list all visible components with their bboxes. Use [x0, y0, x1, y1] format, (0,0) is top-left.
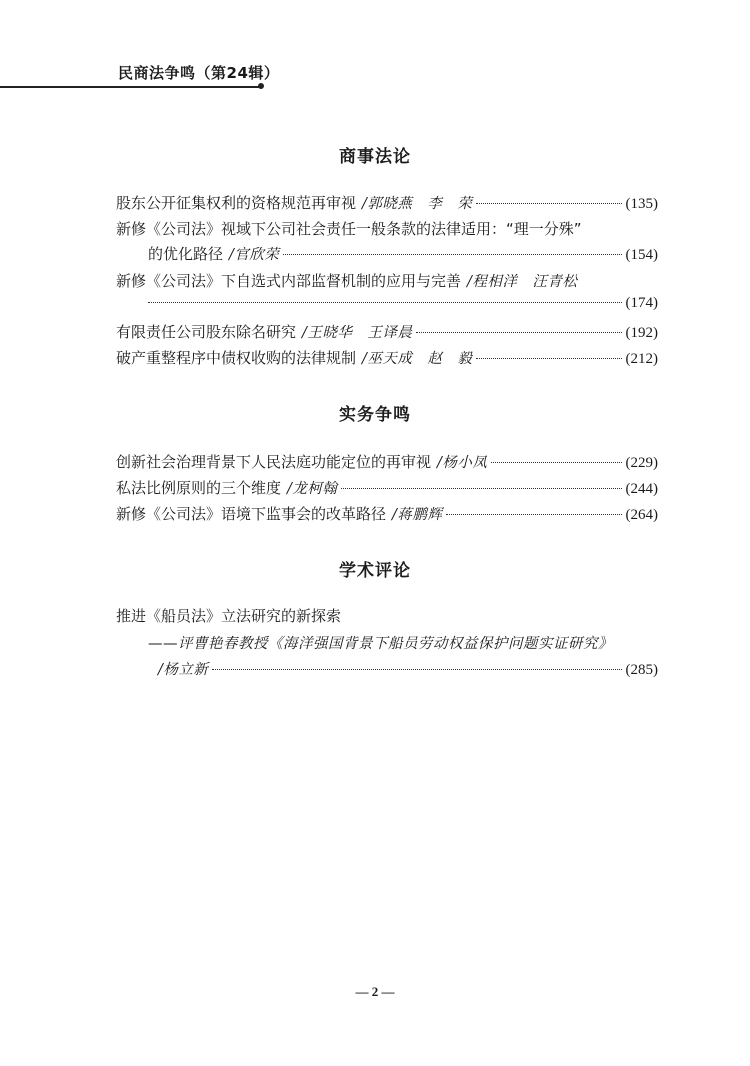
- dot-leader: [283, 254, 621, 255]
- entry-author: /杨小凤: [437, 455, 488, 471]
- entry-title-line2: 的优化路径: [148, 245, 224, 263]
- entry-page-number: (244): [625, 481, 658, 497]
- entry-title: 破产重整程序中债权收购的法律规制: [116, 349, 357, 367]
- entry-page-number: (135): [625, 196, 658, 212]
- toc-entry-line1[interactable]: [116, 605, 658, 629]
- toc-entry[interactable]: [116, 451, 658, 475]
- entry-author: /巫天成 赵 毅: [362, 351, 473, 367]
- toc-entry-line2[interactable]: [148, 295, 658, 319]
- entry-page-number: (212): [625, 351, 658, 367]
- dot-leader: [446, 514, 621, 515]
- entry-title: 有限责任公司股东除名研究: [116, 323, 297, 341]
- toc-entry[interactable]: [116, 347, 658, 371]
- dot-leader: [341, 488, 621, 489]
- entry-title: 新修《公司法》语境下监事会的改革路径: [116, 505, 387, 523]
- entry-author: /杨立新: [158, 662, 209, 678]
- dot-leader: [476, 358, 621, 359]
- entry-author: /蒋鹏辉: [392, 507, 443, 523]
- entry-title: 私法比例原则的三个维度: [116, 479, 282, 497]
- toc-entry-line1[interactable]: [116, 218, 658, 242]
- entry-author: /王晓华 王译晨: [302, 325, 413, 341]
- entry-title: 创新社会治理背景下人民法庭功能定位的再审视: [116, 453, 432, 471]
- entry-title: 推进《船员法》立法研究的新探索: [116, 607, 342, 625]
- entry-title: 股东公开征集权利的资格规范再审视: [116, 194, 357, 212]
- section-heading-practice: 实务争鸣: [339, 405, 411, 425]
- toc-entry-line1[interactable]: [116, 270, 658, 294]
- entry-page-number: (229): [625, 455, 658, 471]
- toc-entry[interactable]: [116, 503, 658, 527]
- dot-leader: [416, 332, 621, 333]
- toc-entry[interactable]: [116, 477, 658, 501]
- toc-entry-line2[interactable]: [148, 243, 658, 267]
- entry-page-number: (192): [625, 325, 658, 341]
- entry-subtitle: ——评曹艳春教授《海洋强国背景下船员劳动权益保护问题实证研究》: [148, 636, 613, 652]
- entry-author: /郭晓燕 李 荣: [362, 196, 473, 212]
- entry-page-number: (264): [625, 507, 658, 523]
- running-header-title: 民商法争鸣（第24辑）: [118, 64, 280, 82]
- dot-leader: [476, 203, 621, 204]
- entry-title: 新修《公司法》下自选式内部监督机制的应用与完善: [116, 272, 462, 290]
- entry-author: /龙柯翰: [287, 481, 338, 497]
- entry-title-line1: 新修《公司法》视域下公司社会责任一般条款的法律适用：“理一分殊”: [116, 220, 582, 238]
- header-rule: [0, 86, 262, 88]
- section-heading-academic-review: 学术评论: [339, 561, 411, 581]
- page-number-footer: — 2 —: [355, 984, 395, 999]
- header-rule-dot: [258, 83, 264, 89]
- entry-page-number: (174): [625, 295, 658, 311]
- entry-author: /程相洋 汪青松: [467, 274, 578, 290]
- entry-page-number: (285): [625, 662, 658, 678]
- toc-entry[interactable]: [116, 192, 658, 216]
- dot-leader: [212, 669, 621, 670]
- entry-author: /官欣荣: [229, 247, 280, 263]
- dot-leader: [148, 302, 622, 303]
- toc-entry-line3[interactable]: [158, 658, 658, 682]
- toc-entry[interactable]: [116, 321, 658, 345]
- entry-page-number: (154): [625, 247, 658, 263]
- section-heading-commercial-law: 商事法论: [339, 147, 411, 167]
- dot-leader: [491, 462, 621, 463]
